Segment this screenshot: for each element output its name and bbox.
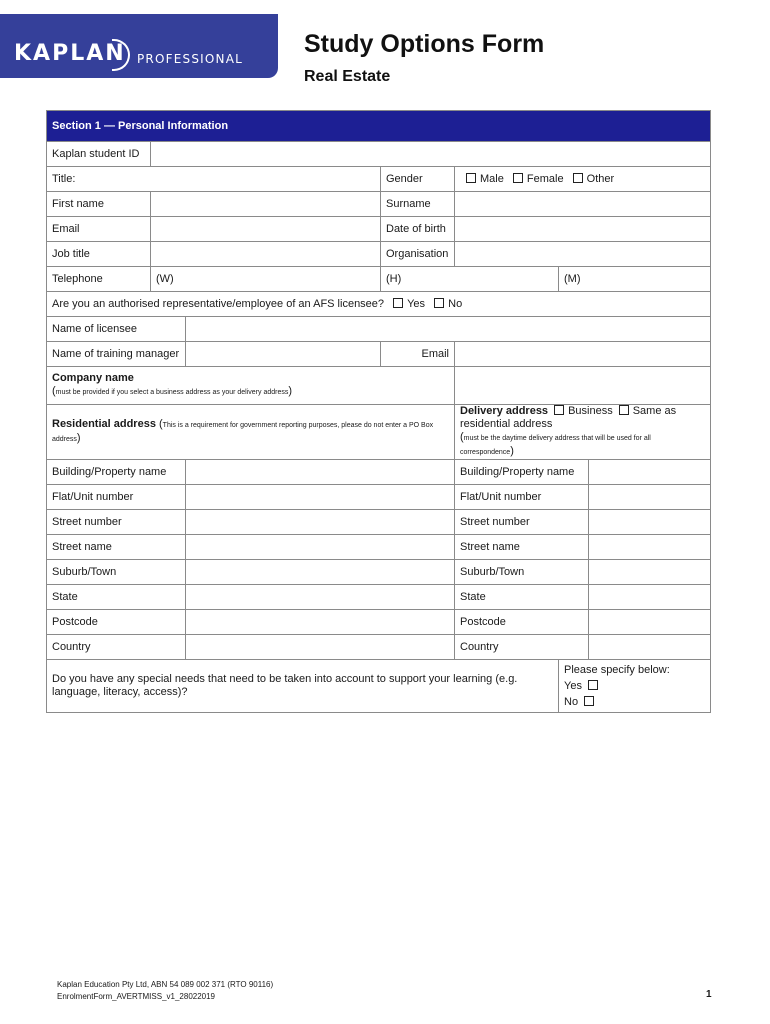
company-name-input[interactable] — [455, 367, 711, 405]
res-postcode-input[interactable] — [186, 610, 455, 635]
company-note-close: ) — [288, 385, 293, 397]
res-street-name-input[interactable] — [186, 535, 455, 560]
section-heading: Section 1 — Personal Information — [47, 111, 711, 142]
del-street-number-input[interactable] — [589, 510, 711, 535]
licensee-label: Name of licensee — [47, 317, 186, 342]
training-manager-input[interactable] — [186, 342, 381, 367]
personal-information-form — [46, 110, 711, 713]
del-state-label: State — [455, 585, 589, 610]
telephone-home-input[interactable] — [381, 267, 559, 292]
delivery-address-label: Delivery address — [460, 405, 549, 417]
footer-form-id: EnrolmentForm_AVERTMISS_v1_28022019 — [57, 992, 216, 1001]
page-title: Study Options Form — [304, 30, 545, 58]
title-field[interactable] — [47, 167, 381, 192]
company-note: must be provided if you select a business address as your delivery address — [55, 389, 289, 396]
logo-main-text: KAPLAN — [14, 41, 126, 66]
job-title-input[interactable] — [151, 242, 381, 267]
afs-no-label: No — [448, 298, 463, 310]
gender-female-label: Female — [526, 173, 564, 185]
page-subtitle: Real Estate — [304, 68, 391, 85]
res-state-input[interactable] — [186, 585, 455, 610]
afs-yes-label: Yes — [407, 298, 426, 310]
gender-other-checkbox[interactable] — [573, 173, 583, 183]
res-building-input[interactable] — [186, 460, 455, 485]
del-postcode-label: Postcode — [455, 610, 589, 635]
gender-male-checkbox[interactable] — [466, 173, 476, 183]
afs-yes-checkbox[interactable] — [393, 298, 403, 308]
logo-arc-icon — [112, 39, 130, 71]
dob-input[interactable] — [455, 217, 711, 242]
delivery-note-open: ( — [460, 431, 464, 443]
res-flat-label: Flat/Unit number — [47, 485, 186, 510]
del-street-name-label: Street name — [455, 535, 589, 560]
res-country-label: Country — [47, 635, 186, 660]
logo-sub-text: PROFESSIONAL — [137, 52, 243, 66]
res-building-label: Building/Property name — [47, 460, 186, 485]
title-label: Title: — [52, 173, 76, 185]
del-suburb-label: Suburb/Town — [455, 560, 589, 585]
gender-male-label: Male — [480, 173, 504, 185]
specify-no-label: No — [564, 696, 579, 708]
delivery-business-checkbox[interactable] — [554, 405, 564, 415]
res-street-name-label: Street name — [47, 535, 186, 560]
gender-other-label: Other — [586, 173, 615, 185]
residential-address-heading — [47, 405, 455, 460]
training-manager-email-input[interactable] — [455, 342, 711, 367]
del-building-input[interactable] — [589, 460, 711, 485]
del-flat-label: Flat/Unit number — [455, 485, 589, 510]
company-name-cell — [47, 367, 455, 405]
del-building-label: Building/Property name — [455, 460, 589, 485]
del-country-label: Country — [455, 635, 589, 660]
del-state-input[interactable] — [589, 585, 711, 610]
residential-note: This is a requirement for government reporting purposes, please do not enter a PO Box address — [52, 422, 434, 443]
telephone-work-input[interactable] — [151, 267, 381, 292]
first-name-input[interactable] — [151, 192, 381, 217]
gender-female-checkbox[interactable] — [513, 173, 523, 183]
specify-label: Please specify below: — [564, 664, 670, 676]
job-title-label: Job title — [47, 242, 151, 267]
delivery-note-close: ) — [510, 445, 514, 457]
residential-note-open: ( — [155, 418, 163, 430]
telephone-label: Telephone — [47, 267, 151, 292]
delivery-same-label: Same as residential address — [460, 405, 677, 430]
organisation-label: Organisation — [381, 242, 455, 267]
res-suburb-label: Suburb/Town — [47, 560, 186, 585]
tel-m-label: (M) — [564, 273, 581, 285]
residential-note-close: ) — [76, 432, 81, 444]
dob-label: Date of birth — [381, 217, 455, 242]
res-flat-input[interactable] — [186, 485, 455, 510]
surname-label: Surname — [381, 192, 455, 217]
email-label: Email — [47, 217, 151, 242]
surname-input[interactable] — [455, 192, 711, 217]
tel-w-label: (W) — [156, 273, 174, 285]
del-street-name-input[interactable] — [589, 535, 711, 560]
delivery-business-label: Business — [568, 405, 613, 417]
company-name-label: Company name — [52, 372, 134, 384]
specify-yes-checkbox[interactable] — [588, 680, 598, 690]
delivery-address-heading — [455, 405, 711, 460]
afs-question: Are you an authorised representative/employee of an AFS licensee? — [52, 298, 385, 310]
licensee-input[interactable] — [186, 317, 711, 342]
gender-options — [455, 167, 711, 192]
delivery-same-checkbox[interactable] — [619, 405, 629, 415]
email-input[interactable] — [151, 217, 381, 242]
kaplan-logo — [0, 14, 278, 78]
del-street-number-label: Street number — [455, 510, 589, 535]
gender-label: Gender — [381, 167, 455, 192]
res-country-input[interactable] — [186, 635, 455, 660]
specify-no-checkbox[interactable] — [584, 696, 594, 706]
student-id-input[interactable] — [151, 142, 711, 167]
afs-no-checkbox[interactable] — [434, 298, 444, 308]
afs-question-row — [47, 292, 711, 317]
company-note-open: ( — [52, 385, 56, 397]
del-country-input[interactable] — [589, 635, 711, 660]
tel-h-label: (H) — [386, 273, 402, 285]
res-postcode-label: Postcode — [47, 610, 186, 635]
footer — [57, 979, 273, 1003]
special-needs-question: Do you have any special needs that need to be taken into account to support your learning (e.g. language, literacy, access)? — [47, 660, 559, 713]
page-number: 1 — [706, 989, 712, 1000]
res-street-number-label: Street number — [47, 510, 186, 535]
first-name-label: First name — [47, 192, 151, 217]
specify-yes-label: Yes — [564, 680, 582, 692]
training-manager-label: Name of training manager — [47, 342, 186, 367]
res-suburb-input[interactable] — [186, 560, 455, 585]
del-postcode-input[interactable] — [589, 610, 711, 635]
telephone-mobile-input[interactable] — [559, 267, 711, 292]
student-id-label: Kaplan student ID — [47, 142, 151, 167]
special-needs-options — [559, 660, 711, 713]
res-state-label: State — [47, 585, 186, 610]
footer-company: Kaplan Education Pty Ltd, ABN 54 089 002 371 (RTO 90116) — [57, 980, 274, 989]
del-suburb-input[interactable] — [589, 560, 711, 585]
res-street-number-input[interactable] — [186, 510, 455, 535]
organisation-input[interactable] — [455, 242, 711, 267]
delivery-note: must be the daytime delivery address that will be used for all correspondence — [460, 435, 651, 456]
training-manager-email-label: Email — [381, 342, 455, 367]
del-flat-input[interactable] — [589, 485, 711, 510]
residential-address-label: Residential address — [52, 418, 156, 430]
